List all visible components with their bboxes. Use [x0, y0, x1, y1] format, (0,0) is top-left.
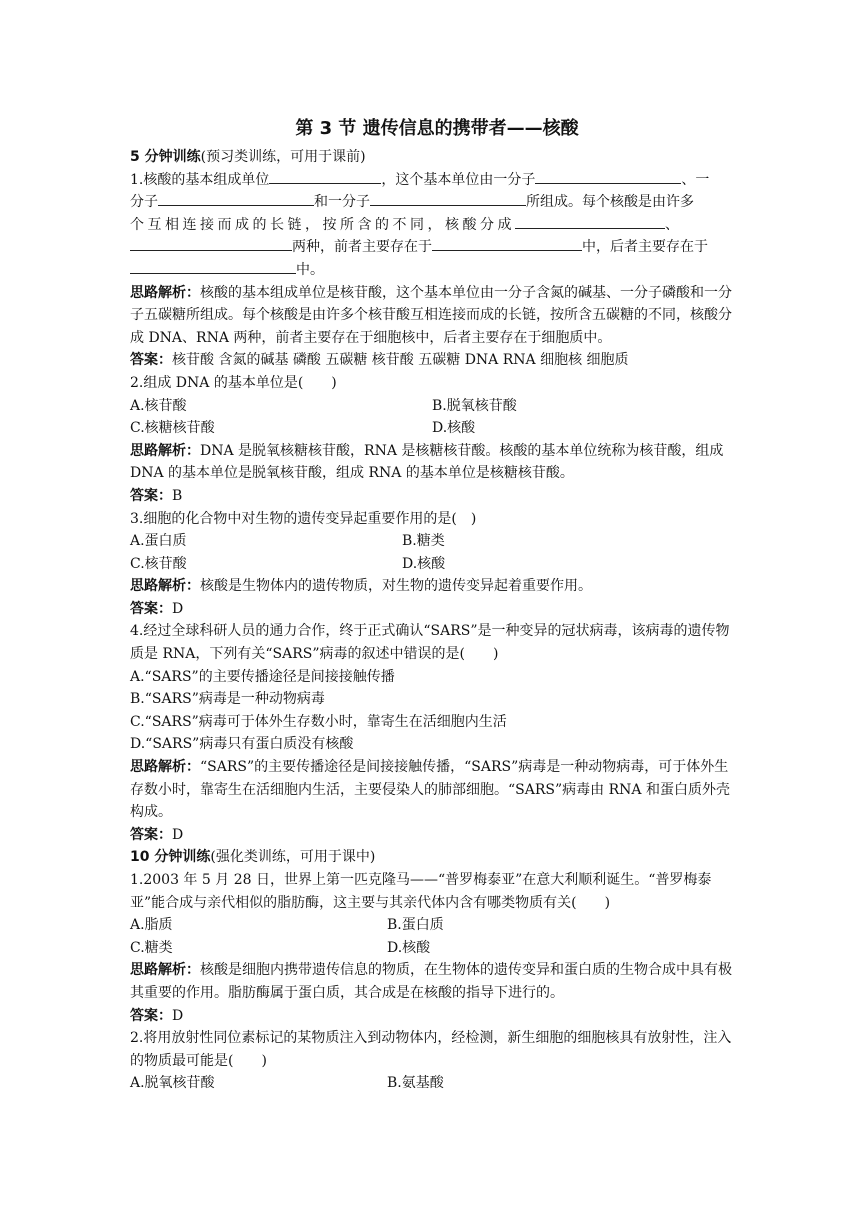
question-3-stem: 3.细胞的化合物中对生物的遗传变异起重要作用的是( ) [130, 510, 477, 527]
section-heading-10min [130, 846, 732, 869]
section-heading-note: (强化类训练，可用于课中) [210, 849, 376, 866]
answer-blank[interactable] [130, 259, 296, 274]
question-5-stem: 1.2003 年 5 月 28 日，世界上第一匹克隆马——“普罗梅泰亚”在意大利顺利诞生。“普罗梅泰亚”能合成与亲代相似的脂肪酶，这主要与其亲代体内含有哪类物质有关( ) [130, 872, 712, 911]
option-c[interactable]: C.“SARS”病毒可于体外生存数小时，靠寄生在活细胞内生活 [130, 713, 507, 730]
option-b[interactable]: B.蛋白质 [387, 917, 444, 934]
question-6-stem: 2.将用放射性同位素标记的某物质注入到动物体内，经检测，新生细胞的细胞核具有放射性，注入的物质最可能是( ) [130, 1030, 732, 1069]
option-d[interactable]: D.核酸 [432, 420, 476, 437]
analysis-label: 思路解析： [130, 442, 200, 459]
option-c[interactable]: C.核苷酸 [130, 555, 187, 572]
answer-label: 答案： [130, 826, 172, 843]
option-a[interactable]: A.“SARS”的主要传播途径是间接接触传播 [130, 668, 395, 685]
option-b[interactable]: B.氨基酸 [387, 1075, 444, 1092]
question-4-analysis [130, 756, 732, 824]
question-text: 中。 [296, 261, 324, 278]
question-1-line-4 [130, 236, 732, 259]
option-a[interactable]: A.核苷酸 [130, 397, 187, 414]
answer-text: 核苷酸 含氮的碱基 磷酸 五碳糖 核苷酸 五碳糖 DNA RNA 细胞核 细胞质 [172, 352, 629, 369]
question-2-options-row-2 [130, 417, 732, 440]
question-1-line-5 [130, 259, 732, 282]
question-2-analysis [130, 440, 732, 485]
question-5-options-row-1 [130, 914, 732, 937]
option-c[interactable]: C.糖类 [130, 939, 173, 956]
analysis-text: “SARS”的主要传播途径是间接接触传播，“SARS”病毒是一种动物病毒，可于体外生存数小时，靠寄生在活细胞内生活，主要侵染人的肺部细胞。“SARS”病毒由 RNA 和蛋白质外壳构成。 [130, 759, 730, 821]
answer-blank[interactable] [432, 236, 582, 251]
question-2-stem: 2.组成 DNA 的基本单位是( ) [130, 374, 337, 391]
page-title: 第 3 节 遗传信息的携带者——核酸 [295, 118, 579, 139]
option-a[interactable]: A.脱氧核苷酸 [130, 1075, 215, 1092]
answer-label: 答案： [130, 352, 172, 369]
question-text: 分子 [130, 194, 158, 211]
question-text: 、 [665, 216, 679, 233]
question-2-options-row-1 [130, 395, 732, 418]
answer-blank[interactable] [535, 169, 681, 184]
question-5-answer [130, 1005, 732, 1028]
question-text: 中，后者主要存在于 [582, 239, 708, 256]
analysis-text: 核酸的基本组成单位是核苷酸，这个基本单位由一分子含氮的碱基、一分子磷酸和一分子五碳糖所组成。每个核酸是由许多个核苷酸互相连接而成的长链，按所含五碳糖的不同，核酸分成 DNA、RNA 两种，前者主要存在于细胞核中，后者主要存在于细胞质中。 [130, 284, 732, 346]
analysis-text: DNA 是脱氧核糖核苷酸，RNA 是核糖核苷酸。核酸的基本单位统称为核苷酸，组成 DNA 的基本单位是脱氧核苷酸，组成 RNA 的基本单位是核糖核苷酸。 [130, 442, 724, 482]
document-content [130, 116, 732, 1095]
question-text: 、一 [681, 171, 710, 188]
question-text: 两种，前者主要存在于 [292, 239, 432, 256]
answer-blank[interactable] [515, 214, 665, 229]
analysis-text: 核酸是细胞内携带遗传信息的物质，在生物体的遗传变异和蛋白质的生物合成中具有极其重要的作用。脂肪酶属于蛋白质，其合成是在核酸的指导下进行的。 [130, 962, 732, 1001]
option-c[interactable]: C.核糖核苷酸 [130, 420, 215, 437]
question-1-analysis [130, 282, 732, 350]
option-a[interactable]: A.蛋白质 [130, 533, 187, 550]
answer-blank[interactable] [158, 191, 314, 206]
section-heading-5min [130, 146, 732, 169]
question-3-answer [130, 598, 732, 621]
answer-label: 答案： [130, 600, 172, 617]
answer-blank[interactable] [370, 191, 526, 206]
question-1-line-3 [130, 214, 732, 237]
question-text: 所组成。每个核酸是由许多 [526, 194, 694, 211]
question-4-answer [130, 824, 732, 847]
answer-text: D [172, 826, 184, 843]
option-d[interactable]: D.核酸 [387, 939, 431, 956]
question-6-options-row-1 [130, 1072, 732, 1095]
question-text: ，这个基本单位由一分子 [381, 171, 536, 188]
question-3-analysis [130, 575, 732, 598]
question-3-options-row-1 [130, 530, 732, 553]
analysis-label: 思路解析： [130, 578, 200, 595]
section-heading-label: 5 分钟训练 [130, 149, 201, 165]
question-1-line-2 [130, 191, 732, 214]
section-heading-label: 10 分钟训练 [130, 849, 211, 866]
answer-text: D [172, 1007, 184, 1024]
question-1-line-1 [130, 169, 732, 192]
answer-label: 答案： [130, 487, 172, 504]
answer-blank[interactable] [130, 236, 292, 251]
option-b[interactable]: B.糖类 [402, 533, 445, 550]
option-d[interactable]: D.核酸 [402, 555, 446, 572]
section-heading-note: (预习类训练，可用于课前) [200, 149, 366, 165]
analysis-label: 思路解析： [130, 759, 200, 776]
answer-blank[interactable] [269, 169, 381, 184]
answer-text: D [172, 600, 184, 617]
question-5-analysis [130, 959, 732, 1004]
option-d[interactable]: D.“SARS”病毒只有蛋白质没有核酸 [130, 736, 354, 753]
analysis-label: 思路解析： [130, 284, 200, 301]
answer-label: 答案： [130, 1007, 172, 1024]
question-3-options-row-2 [130, 553, 732, 576]
answer-text: B [172, 487, 183, 504]
question-1-answer [130, 349, 732, 372]
question-text: 和一分子 [314, 194, 370, 211]
option-b[interactable]: B.“SARS”病毒是一种动物病毒 [130, 691, 325, 708]
question-5-options-row-2 [130, 937, 732, 960]
question-2-answer [130, 485, 732, 508]
question-4-stem: 4.经过全球科研人员的通力合作，终于正式确认“SARS”是一种变异的冠状病毒，该病毒的遗传物质是 RNA，下列有关“SARS”病毒的叙述中错误的是( ) [130, 623, 730, 663]
question-text: 个互相连接而成的长链，按所含的不同，核酸分成 [130, 216, 515, 233]
option-b[interactable]: B.脱氧核苷酸 [432, 397, 517, 414]
analysis-text: 核酸是生物体内的遗传物质，对生物的遗传变异起着重要作用。 [200, 578, 592, 595]
option-a[interactable]: A.脂质 [130, 917, 173, 934]
analysis-label: 思路解析： [130, 962, 200, 979]
question-text: 1.核酸的基本组成单位 [130, 171, 270, 188]
